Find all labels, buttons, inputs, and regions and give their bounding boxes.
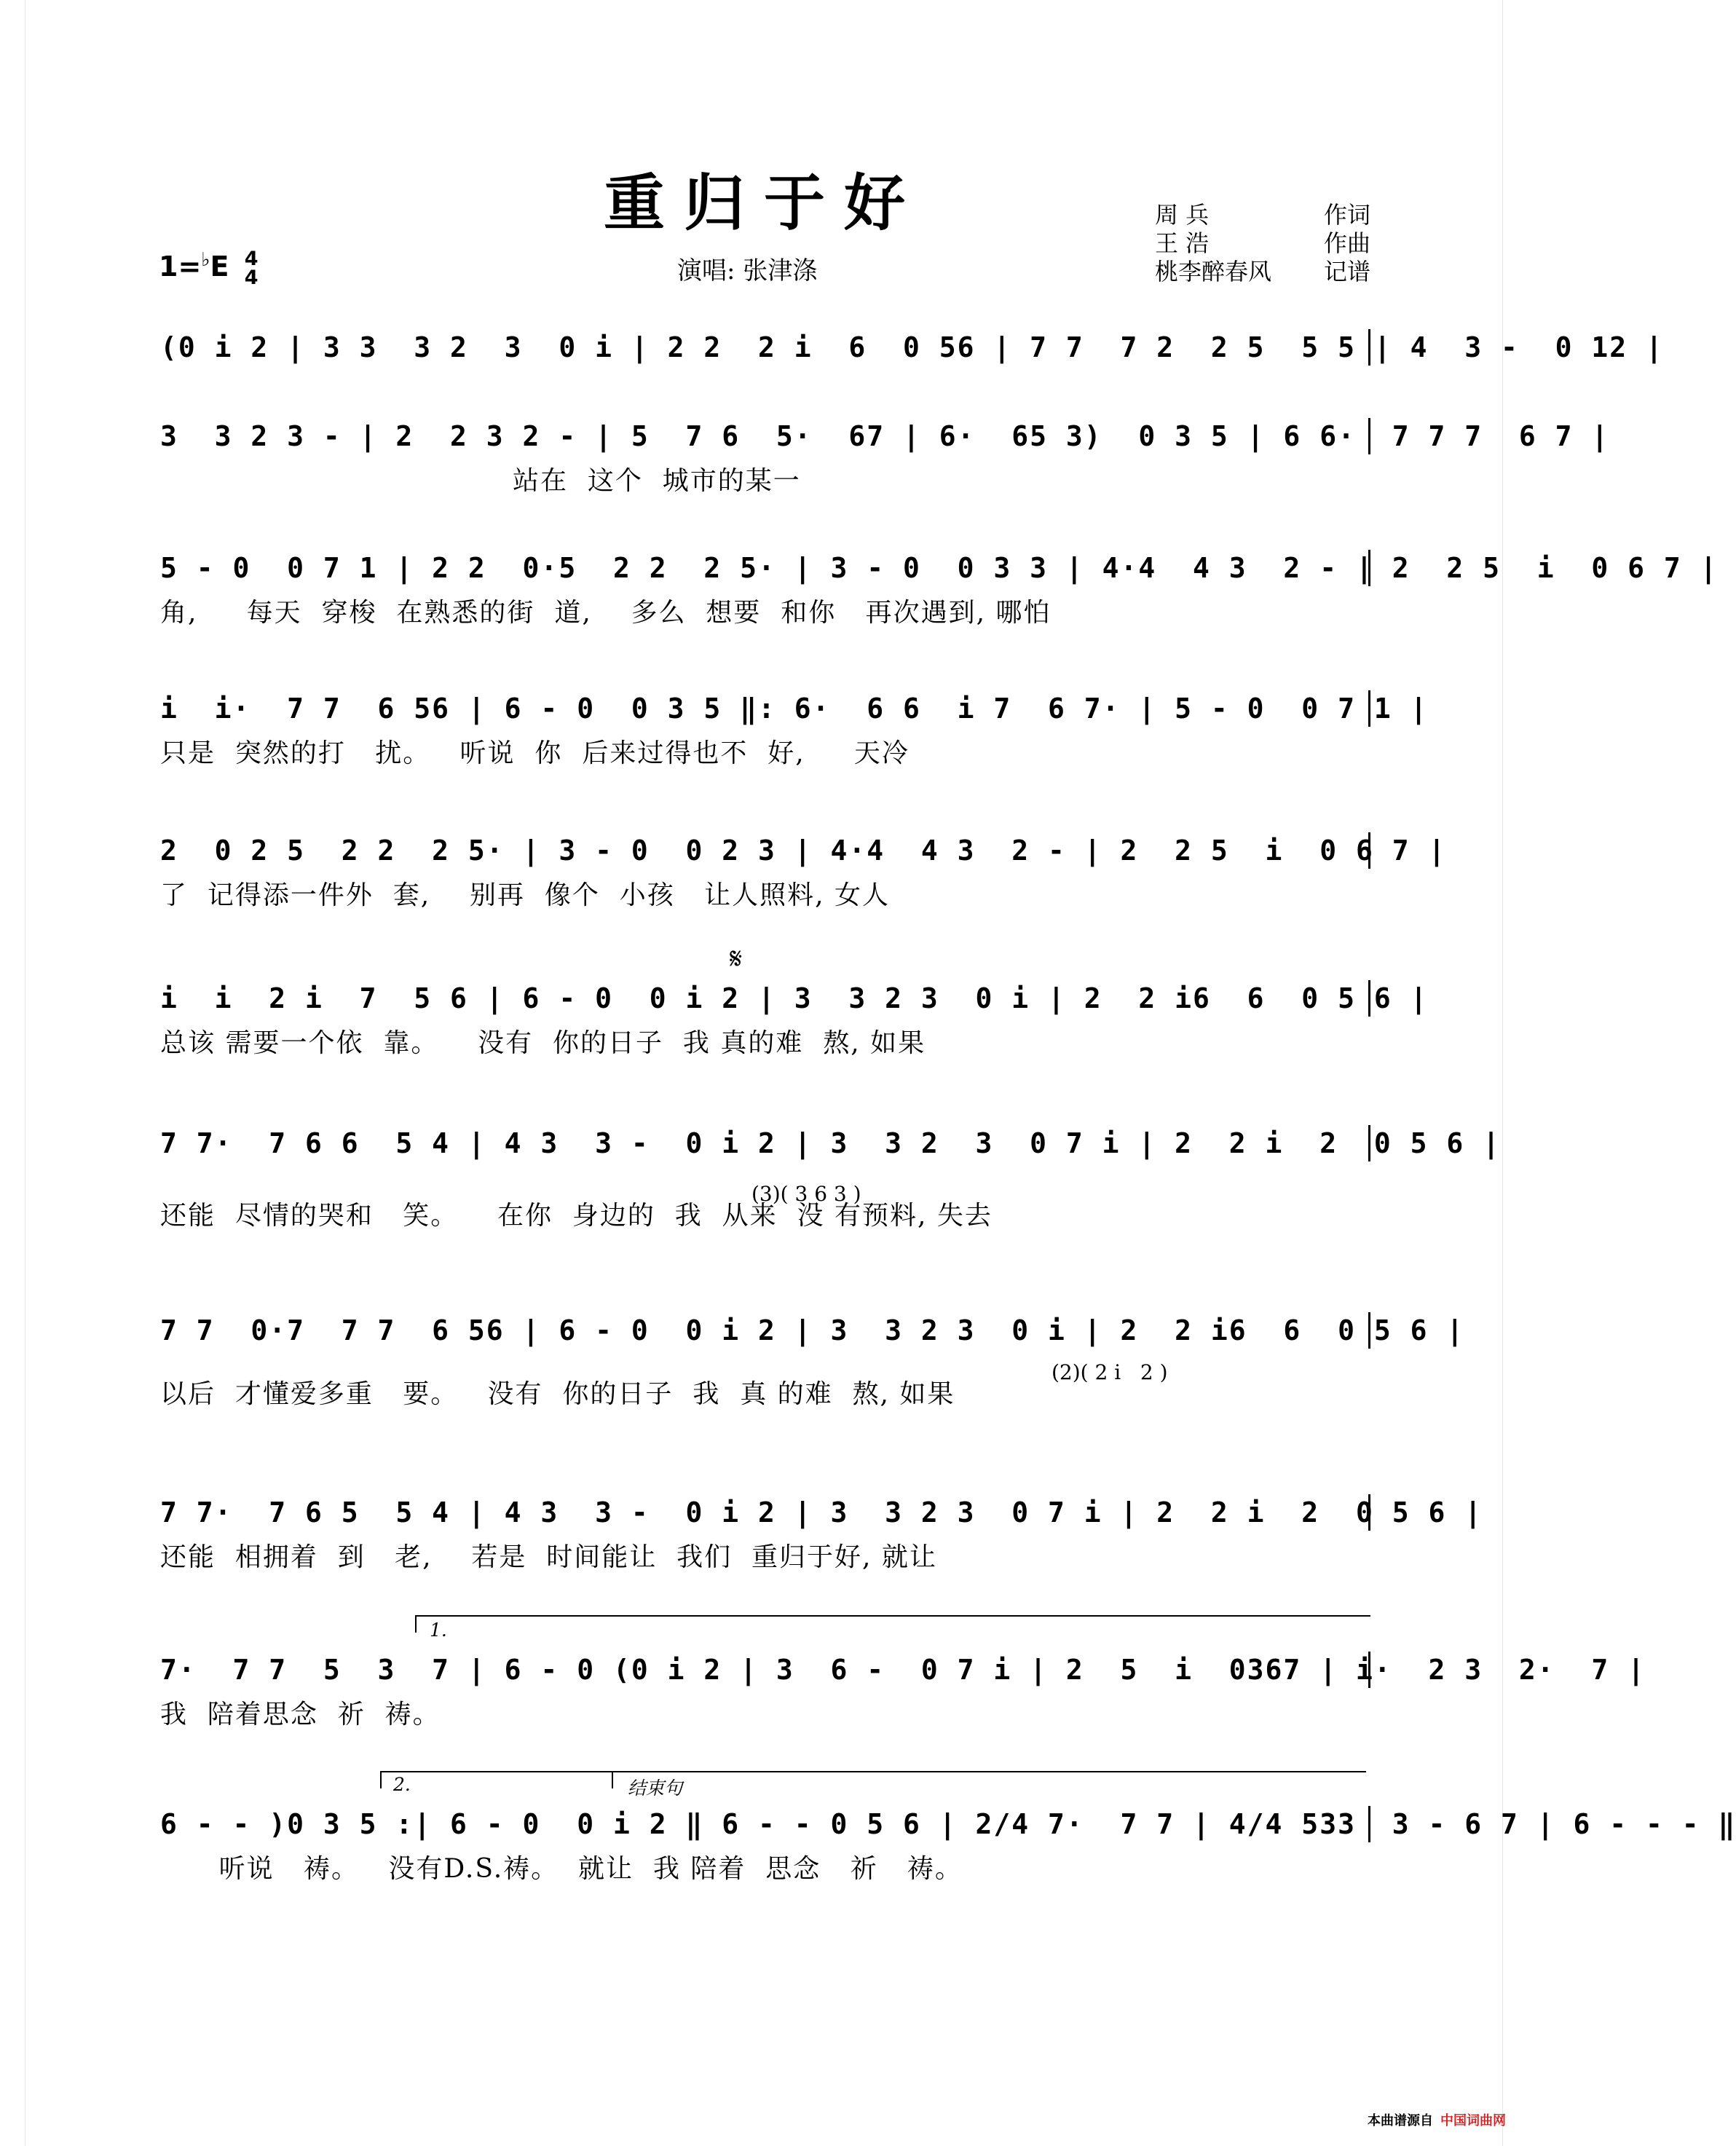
credits-block [1155,201,1370,286]
score-line-3 [160,550,1719,630]
lyrics: 角, 每天 穿梭 在熟悉的街 道, 多么 想要 和你 再次遇到, 哪怕 [160,598,1052,628]
notation: 5 - 0 0 7 1 | 2 2 0·5 2 2 2 5· | 3 - 0 0 3 3 | 4·4 4 3 2 - | 2 2 5 i 0 6 7 | [160,550,1370,586]
key-letter: E [210,251,229,283]
credit-role: 作曲 [1323,229,1370,257]
score-line-4 [160,690,1429,770]
score-line-11 [160,1806,1736,1886]
score-line-5 [160,832,1447,912]
second-ending-label: 2. [393,1774,411,1795]
singer-credit: 演唱: 张津涤 [677,256,818,285]
lyrics: 以后 才懂爱多重 要。 没有 你的日子 我 真 的难 熬, 如果 [160,1379,955,1409]
key-signature [159,249,259,288]
lyrics: 站在 这个 城市的某一 [160,466,801,496]
segno-sign: 𝄋 [730,942,743,976]
lyrics: 总该 需要一个依 靠。 没有 你的日子 我 真的难 熬, 如果 [160,1028,926,1058]
alternate-notes-2: (2)( 2 i 2 ) [1052,1360,1168,1384]
lyrics: 了 记得添一件外 套, 别再 像个 小孩 让人照料, 女人 [160,880,890,910]
lyrics [160,376,1370,409]
score-line-7 [160,1125,1501,1233]
first-ending-bracket [415,1615,1370,1633]
score-line-8 [160,1312,1465,1411]
credit-composer [1155,229,1370,258]
coda-bracket [612,1771,1366,1788]
notation: i i· 7 7 6 56 | 6 - 0 0 3 5 ‖: 6· 6 6 i 7 6 7· | 5 - 0 0 7 1 | [160,690,1370,727]
coda-label: 结束句 [628,1778,683,1799]
time-signature [244,247,259,289]
credit-name: 桃李醉春风 [1155,258,1272,285]
credit-role: 作词 [1323,201,1370,229]
credit-transcriber [1155,258,1370,286]
notation: 6 - - )0 3 5 :| 6 - 0 0 i 2 ‖ 6 - - 0 5 6 | 2/4 7· 7 7 | 4/4 533 3 - 6 7 | 6 - - - ‖ [160,1806,1370,1842]
second-ending-bracket [380,1771,612,1788]
score-line-9 [160,1494,1483,1574]
score-line-1 [160,329,1664,409]
score-line-2 [160,418,1610,498]
time-bottom: 4 [244,266,259,289]
notation: 7 7· 7 6 5 5 4 | 4 3 3 - 0 i 2 | 3 3 2 3 0 7 i | 2 2 i 2 0 5 6 | [160,1494,1370,1531]
credit-role: 记谱 [1323,258,1370,285]
credit-lyricist [1155,201,1370,229]
key-prefix: 1= [159,251,202,283]
song-title: 重归于好 [603,167,924,239]
time-top: 4 [244,247,259,270]
notation: (0 i 2 | 3 3 3 2 3 0 i | 2 2 2 i 6 0 56 | 7 7 7 2 2 5 5 5 | 4 3 - 0 12 | [160,329,1370,366]
alternate-notes-1: (3)( 3 6 3 ) [751,1182,861,1206]
lyrics: 我 陪着思念 祈 祷。 [160,1700,441,1729]
notation: i i 2 i 7 5 6 | 6 - 0 0 i 2 | 3 3 2 3 0 i | 2 2 i6 6 0 5 6 | [160,980,1370,1017]
flat-sign: ♭ [201,249,210,271]
left-margin-strip [0,0,25,2146]
score-line-6 [160,980,1429,1060]
footer-site-link[interactable]: 中国词曲网 [1440,2113,1506,2129]
notation: 7 7 0·7 7 7 6 56 | 6 - 0 0 i 2 | 3 3 2 3 0 i | 2 2 i6 6 0 5 6 | [160,1312,1370,1349]
footer-source-text: 本曲谱源自 [1368,2113,1433,2129]
notation: 3 3 2 3 - | 2 2 3 2 - | 5 7 6 5· 67 | 6· 65 3) 0 3 5 | 6 6· 7 7 7 6 7 | [160,418,1370,454]
lyrics: 还能 相拥着 到 老, 若是 时间能让 我们 重归于好, 就让 [160,1542,937,1572]
notation: 7 7· 7 6 6 5 4 | 4 3 3 - 0 i 2 | 3 3 2 3 0 7 i | 2 2 i 2 0 5 6 | [160,1125,1370,1161]
score-line-10 [160,1652,1646,1732]
lyrics: 听说 祷。 没有D.S.祷。 就让 我 陪着 思念 祈 祷。 [160,1854,963,1884]
footer-source [1368,2110,1506,2129]
lyrics: 还能 尽情的哭和 笑。 在你 身边的 我 从来 没 有预料, 失去 [160,1201,993,1231]
credit-name: 王 浩 [1155,229,1210,257]
notation: 7· 7 7 5 3 7 | 6 - 0 (0 i 2 | 3 6 - 0 7 i | 2 5 i 0367 | i· 2 3 2· 7 | [160,1652,1370,1688]
credit-name: 周 兵 [1155,201,1210,229]
lyrics: 只是 突然的打 扰。 听说 你 后来过得也不 好, 天冷 [160,738,910,768]
notation: 2 0 2 5 2 2 2 5· | 3 - 0 0 2 3 | 4·4 4 3 2 - | 2 2 5 i 0 6 7 | [160,832,1370,869]
first-ending-label: 1. [430,1620,447,1641]
